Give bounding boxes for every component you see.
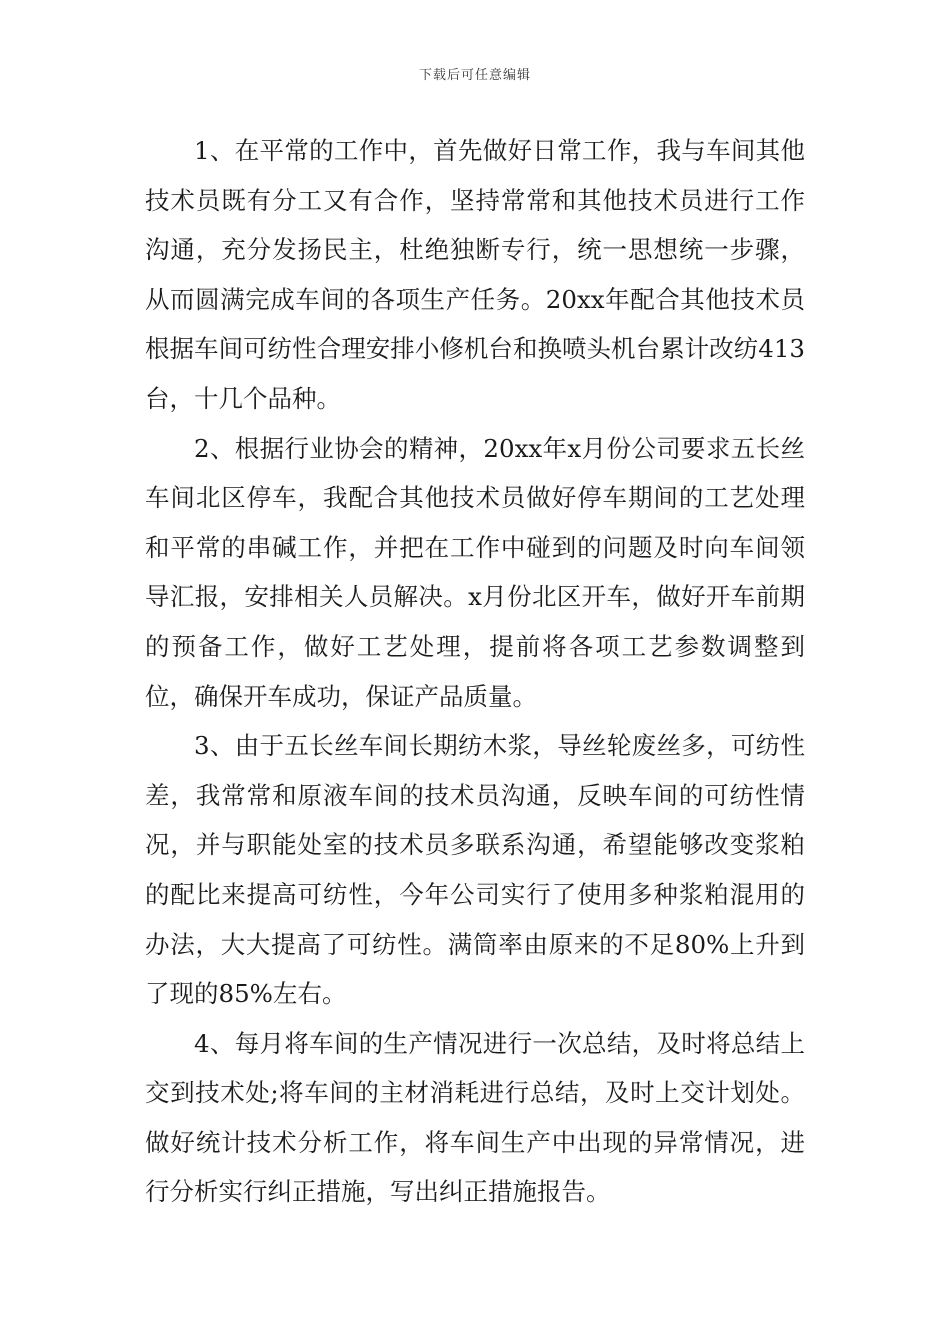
paragraph-1: 1、在平常的工作中，首先做好日常工作，我与车间其他技术员既有分工又有合作，坚持常常和其他技术员进行工作沟通，充分发扬民主，杜绝独断专行，统一思想统一步骤，从而圆满完成车间的各项生产任务。20xx年配合其他技术员根据车间可纺性合理安排小修机台和换喷头机台累计改纺413台，十几个品种。 <box>145 136 805 413</box>
paragraph-2: 2、根据行业协会的精神，20xx年x月份公司要求五长丝车间北区停车，我配合其他技术员做好停车期间的工艺处理和平常的串碱工作，并把在工作中碰到的问题及时向车间领导汇报，安排相关人员解决。x月份北区开车，做好开车前期的预备工作，做好工艺处理，提前将各项工艺参数调整到位，确保开车成功，保证产品质量。 <box>145 433 805 711</box>
page-header: 下载后可任意编辑 <box>418 68 531 83</box>
paragraph-3: 3、由于五长丝车间长期纺木浆，导丝轮废丝多，可纺性差，我常常和原液车间的技术员沟通，反映车间的可纺性情况，并与职能处室的技术员多联系沟通，希望能够改变浆粕的配比来提高可纺性，今年公司实行了使用多种浆粕混用的办法，大大提高了可纺性。满筒率由原来的不足80%上升到了现的85%左右。 <box>145 731 805 1009</box>
paragraph-4: 4、每月将车间的生产情况进行一次总结，及时将总结上交到技术处;将车间的主材消耗进行总结，及时上交计划处。做好统计技术分析工作，将车间生产中出现的异常情况，进行分析实行纠正措施，写出纠正措施报告。 <box>145 1028 805 1207</box>
document-body <box>145 126 805 1217</box>
